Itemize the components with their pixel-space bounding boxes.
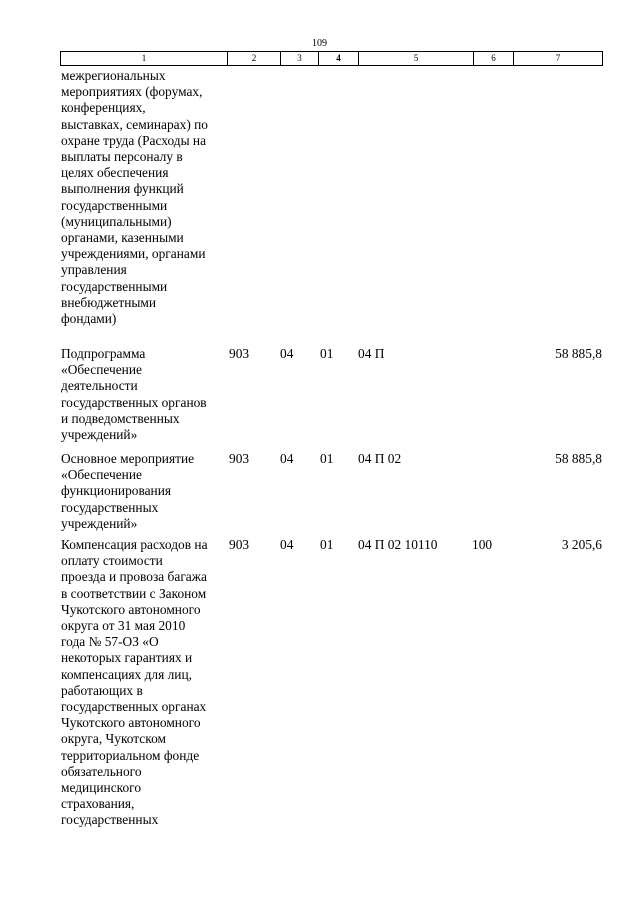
- cell-c4: 01: [320, 537, 334, 552]
- cell-c3: 04: [280, 346, 294, 361]
- cell-name-line: Компенсация расходов на: [61, 537, 208, 552]
- header-col-1: 1: [61, 52, 228, 65]
- cell-name-line: в соответствии с Законом: [61, 585, 207, 601]
- header-col-3: 3: [281, 52, 319, 65]
- cell-c2: 903: [229, 451, 250, 466]
- cell-c4: 01: [320, 346, 334, 361]
- cell-name-line: обязательного: [61, 763, 142, 779]
- cell-name-line: Подпрограмма: [61, 346, 146, 361]
- cell-name-line: деятельности: [61, 378, 138, 394]
- cell-name-line: выплаты персоналу в: [61, 149, 183, 165]
- cell-name-line: внебюджетными: [61, 294, 157, 310]
- cell-name-line: учреждений»: [61, 515, 138, 531]
- cell-c7: 58 885,8: [555, 451, 602, 466]
- cell-name-line: (муниципальными): [61, 213, 172, 229]
- cell-name-line: государственных: [61, 812, 159, 828]
- cell-c5: 04 П 02: [358, 451, 402, 466]
- cell-name-line: округа от 31 мая 2010: [61, 618, 186, 634]
- cell-name-line: государственных органов: [61, 394, 207, 410]
- cell-name-line: государственными: [61, 278, 168, 294]
- cell-name-line: фондами): [61, 311, 117, 327]
- cell-name-line: проезда и провоза багажа: [61, 569, 207, 585]
- cell-name-line: Основное мероприятие: [61, 451, 195, 466]
- cell-name-line: мероприятиях (форумах,: [61, 84, 203, 100]
- cell-name: [61, 68, 231, 327]
- cell-c2: 903: [229, 346, 250, 361]
- cell-name-line: и подведомственных: [61, 410, 180, 426]
- cell-name-line: государственных: [61, 499, 159, 515]
- header-col-4: 4: [319, 52, 359, 65]
- cell-c3: 04: [280, 537, 294, 552]
- cell-c7: 58 885,8: [555, 346, 602, 361]
- cell-name-line: некоторых гарантиях и: [61, 650, 193, 666]
- cell-name-line: округа, Чукотском: [61, 731, 166, 747]
- cell-c7: 3 205,6: [561, 537, 602, 552]
- cell-name-line: государственными: [61, 197, 168, 213]
- cell-c5: 04 П 02 10110: [358, 537, 438, 552]
- cell-name-line: выставках, семинарах) по: [61, 116, 208, 132]
- cell-c6: 100: [472, 537, 493, 552]
- page-number: 109: [312, 38, 327, 49]
- cell-name: [61, 346, 231, 443]
- cell-name-line: государственных органах: [61, 699, 207, 715]
- header-col-2: 2: [228, 52, 281, 65]
- cell-c3: 04: [280, 451, 294, 466]
- cell-name-line: учреждений»: [61, 427, 138, 443]
- cell-name: [61, 537, 231, 829]
- header-col-7: 7: [555, 53, 561, 63]
- header-col-6: 6: [474, 52, 514, 65]
- cell-name-line: компенсациях для лиц,: [61, 666, 192, 682]
- cell-name-line: целях обеспечения: [61, 165, 169, 181]
- cell-name: [61, 451, 231, 532]
- cell-name-line: территориальном фонде: [61, 747, 200, 763]
- cell-name-line: «Обеспечение: [61, 467, 142, 483]
- table-header: [60, 51, 603, 66]
- cell-name-line: межрегиональных: [61, 68, 166, 83]
- cell-name-line: органами, казенными: [61, 230, 184, 246]
- cell-name-line: конференциях,: [61, 100, 146, 116]
- cell-name-line: «Обеспечение: [61, 362, 142, 378]
- cell-name-line: выполнения функций: [61, 181, 184, 197]
- cell-name-line: охране труда (Расходы на: [61, 132, 207, 148]
- cell-name-line: года № 57-ОЗ «О: [61, 634, 159, 650]
- cell-c2: 903: [229, 537, 250, 552]
- cell-name-line: оплату стоимости: [61, 553, 163, 569]
- cell-name-line: медицинского: [61, 780, 142, 796]
- cell-c4: 01: [320, 451, 334, 466]
- cell-name-line: функционирования: [61, 483, 172, 499]
- cell-name-line: Чукотского автономного: [61, 715, 201, 731]
- cell-name-line: страхования,: [61, 796, 135, 812]
- header-col-5: 5: [359, 52, 474, 65]
- cell-name-line: Чукотского автономного: [61, 601, 201, 617]
- cell-c5: 04 П: [358, 346, 385, 361]
- cell-name-line: управления: [61, 262, 127, 278]
- cell-name-line: учреждениями, органами: [61, 246, 206, 262]
- cell-name-line: работающих в: [61, 682, 143, 698]
